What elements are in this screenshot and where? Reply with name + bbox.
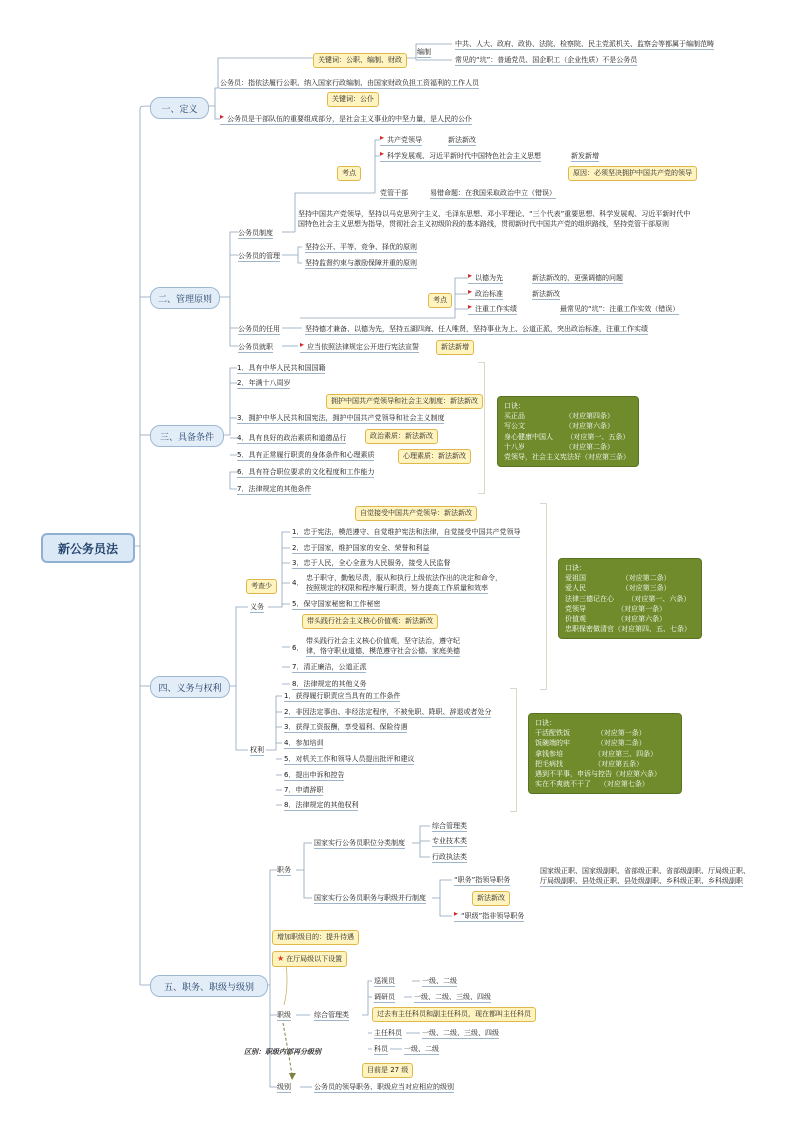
keyword-callout-2: 关键词：公仆 bbox=[327, 92, 379, 107]
duty-3: 3．忠于人民，全心全意为人民服务，接受人民监督 bbox=[292, 559, 451, 567]
parallel-system: 国家实行公务员职务与职级并行制度 bbox=[314, 894, 426, 902]
rank-clerk: 科员 bbox=[374, 1045, 388, 1053]
mnemonic-line: 口诀： bbox=[504, 402, 525, 410]
duty-7: 7．清正廉洁，公道正派 bbox=[292, 663, 367, 671]
mnemonic-line: 法律三德记在心 （对应第一、六条） bbox=[565, 594, 691, 603]
leadership-levels-2: 厅局级副职、县处级正职、县处级副职、乡科级正职、乡科级副职 bbox=[540, 877, 743, 885]
management-node[interactable]: 公务员的管理 bbox=[238, 252, 280, 260]
reason-callout: 原因：必须坚决拥护中国共产党的领导 bbox=[568, 166, 697, 181]
condition-5-tag: 心理素质：新法新改 bbox=[398, 449, 471, 464]
non-leadership-rank: “职级”指非领导职务 bbox=[454, 911, 524, 922]
section-duties-rights[interactable]: 四、义务与权利 bbox=[150, 676, 230, 698]
party-cadre: 党管干部 bbox=[380, 189, 408, 197]
management-principle-1: 坚持公开、平等、竞争、择优的原则 bbox=[305, 243, 417, 251]
mnemonic-line: 口诀： bbox=[565, 564, 586, 572]
rank-principal-clerk: 主任科员 bbox=[374, 1029, 402, 1037]
party-cadre-note: 易错命题：在我国采取政治中立（错误） bbox=[430, 189, 556, 197]
mnemonic-duties bbox=[558, 558, 702, 639]
section-conditions[interactable]: 三、具备条件 bbox=[150, 425, 224, 447]
scientific-outlook-note: 新发新增 bbox=[571, 152, 599, 160]
rank-clerk-levels: 一级、二级 bbox=[404, 1045, 439, 1053]
duty-4-line-1: 忠于职守，勤勉尽责，服从和执行上级依法作出的决定和命令， bbox=[306, 574, 502, 582]
mnemonic-rights bbox=[528, 713, 682, 794]
virtue-first-note: 新法新改的，更强调德的问题 bbox=[532, 274, 623, 282]
mnemonic-line: 遇到不平事，申诉与控告（对应第六条） bbox=[535, 770, 661, 779]
role-text: 公务员是干部队伍的重要组成部分，是社会主义事业的中坚力量，是人民的公仆 bbox=[220, 114, 472, 125]
class-technical: 专业技术类 bbox=[432, 837, 467, 845]
level-count-callout: 目前是 27 级 bbox=[362, 1063, 413, 1078]
mnemonic-line: 爱人民 （对应第三条） bbox=[565, 584, 671, 593]
flag-icon bbox=[300, 343, 304, 350]
condition-4: 4．具有良好的政治素质和道德品行 bbox=[237, 434, 347, 442]
duty-2: 2．忠于国家，维护国家的安全、荣誉和利益 bbox=[292, 544, 430, 552]
flag-icon bbox=[454, 912, 458, 919]
condition-2: 2．年满十八周岁 bbox=[237, 379, 291, 387]
mnemonic-line: 价值观 （对应第六条） bbox=[565, 615, 667, 624]
rights-node[interactable]: 权利 bbox=[250, 746, 264, 754]
condition-3-tag: 拥护中国共产党领导和社会主义制度：新法新改 bbox=[326, 394, 483, 409]
rank-purpose-callout: 增加职级目的：提升待遇 bbox=[272, 930, 359, 945]
mnemonic-line: 忠职保密做清官（对应第四、五、七条） bbox=[565, 625, 691, 634]
rank-researcher-levels: 一级、二级、三级、四级 bbox=[414, 993, 491, 1001]
bracket bbox=[478, 362, 485, 494]
mnemonic-line: 买正品 （对应第四条） bbox=[504, 412, 615, 421]
duties-node[interactable]: 义务 bbox=[250, 603, 264, 611]
appointment-text: 坚持德才兼备、以德为先，坚持五湖四海、任人唯贤，坚持事业为上、公道正派，突出政治标准，注重工作实绩 bbox=[305, 325, 648, 333]
section-principles[interactable]: 二、管理原则 bbox=[150, 287, 220, 309]
right-2: 2．非因法定事由、非经法定程序，不被免职、降职、辞退或者处分 bbox=[284, 708, 492, 716]
duty-5: 5．保守国家秘密和工作秘密 bbox=[292, 600, 381, 608]
kaodian-callout-2: 考点 bbox=[428, 293, 452, 308]
section-positions-ranks[interactable]: 五、职务、职级与级别 bbox=[150, 975, 268, 997]
duty-1-tag: 自觉接受中国共产党领导：新法新改 bbox=[355, 506, 477, 521]
mnemonic-line: 实在不爽就不干了 （对应第七条） bbox=[535, 780, 649, 789]
bracket bbox=[510, 688, 517, 812]
appointment-node[interactable]: 公务员的任用 bbox=[238, 325, 280, 333]
general-management: 综合管理类 bbox=[314, 1011, 349, 1019]
flag-icon bbox=[380, 136, 384, 143]
definition-text: 公务员：指依法履行公职、纳入国家行政编制、由国家财政负担工资福利的工作人员 bbox=[220, 79, 479, 87]
mnemonic-conditions bbox=[497, 396, 639, 467]
right-6: 6．提出申诉和控告 bbox=[284, 771, 345, 779]
rank-node[interactable]: 职级 bbox=[277, 1011, 291, 1019]
rank-principal-clerk-levels: 一级、二级、三级、四级 bbox=[422, 1029, 499, 1037]
management-principle-2: 坚持监督约束与激励保障并重的原则 bbox=[305, 259, 417, 267]
less-tested-callout: 考查少 bbox=[246, 579, 277, 594]
work-results: 注重工作实绩 bbox=[468, 304, 517, 315]
classification-system: 国家实行公务员职位分类制度 bbox=[314, 839, 405, 847]
below-bureau-callout: ★ 在厅局级以下设置 bbox=[272, 951, 347, 967]
duty-4-line-2: 按照规定的权限和程序履行职责，努力提高工作质量和效率 bbox=[306, 584, 488, 592]
mnemonic-line: 党领导 （对应第一条） bbox=[565, 604, 667, 613]
leadership-position: “职务”指领导职务 bbox=[454, 876, 511, 884]
right-5: 5．对机关工作和领导人员提出批评和建议 bbox=[284, 755, 415, 763]
grade-text: 公务员的领导职务、职级应当对应相应的级别 bbox=[314, 1083, 454, 1091]
flag-icon bbox=[468, 305, 472, 312]
duty-8: 8．法律规定的其他义务 bbox=[292, 680, 367, 688]
virtue-first: 以德为先 bbox=[468, 273, 503, 284]
condition-3: 3．拥护中华人民共和国宪法，拥护中国共产党领导和社会主义制度 bbox=[237, 414, 445, 422]
political-standard-note: 新法新改 bbox=[532, 290, 560, 298]
rank-inspector: 巡视员 bbox=[374, 977, 395, 985]
mnemonic-line: 口诀： bbox=[535, 719, 556, 727]
party-leadership-note: 新法新改 bbox=[448, 136, 476, 144]
leadership-levels-1: 国家级正职、国家级副职、省部级正职、省部级副职、厅局级正职、 bbox=[540, 867, 750, 875]
bianzhi-node[interactable]: 编制 bbox=[417, 48, 431, 56]
mnemonic-line: 身心健康中国人 （对应第一、五条） bbox=[504, 432, 630, 441]
section-definition[interactable]: 一、定义 bbox=[150, 97, 209, 119]
system-node[interactable]: 公务员制度 bbox=[238, 229, 273, 237]
bracket bbox=[540, 503, 547, 690]
kaodian-callout: 考点 bbox=[337, 166, 361, 181]
root-node[interactable]: 新公务员法 bbox=[41, 533, 135, 563]
condition-6: 6．具有符合职位要求的文化程度和工作能力 bbox=[237, 468, 375, 476]
mnemonic-line: 把毛病找 （对应第五条） bbox=[535, 759, 644, 768]
mnemonic-line: 干活配铁饭 （对应第一条） bbox=[535, 729, 646, 738]
condition-7: 7．法律规定的其他条件 bbox=[237, 485, 312, 493]
flag-icon bbox=[468, 274, 472, 281]
right-3: 3．获得工资报酬，享受福利、保险待遇 bbox=[284, 723, 408, 731]
right-1: 1．获得履行职责应当具有的工作条件 bbox=[284, 692, 401, 700]
mnemonic-line: 饭碗端的牢 （对应第二条） bbox=[535, 739, 646, 748]
party-leadership: 共产党领导 bbox=[380, 135, 422, 146]
bianzhi-scope: 中共、人大、政府、政协、法院、检察院、民主党派机关、监察会等都属于编制范畴 bbox=[455, 40, 714, 48]
class-enforcement: 行政执法类 bbox=[432, 853, 467, 861]
clerk-rename-callout: 过去有主任科员和副主任科员，现在都叫主任科员 bbox=[372, 1007, 536, 1022]
mnemonic-line: 爱祖国 （对应第二条） bbox=[565, 574, 671, 583]
duty-1: 1．忠于宪法，模范遵守、自觉维护宪法和法律，自觉接受中国共产党领导 bbox=[292, 528, 521, 536]
keyword-callout: 关键词：公职、编制、财政 bbox=[313, 53, 407, 68]
condition-4-tag: 政治素质：新法新改 bbox=[365, 429, 438, 444]
duty-6-number: 6． bbox=[292, 644, 304, 652]
rank-inspector-levels: 一级、二级 bbox=[422, 977, 457, 985]
new-law-tag: 新法新改 bbox=[472, 891, 510, 906]
scientific-outlook: 科学发展观、习近平新时代中国特色社会主义思想 bbox=[380, 151, 541, 162]
mnemonic-line: 党领导，社会主义宪法好（对应第三条） bbox=[504, 453, 630, 462]
flag-icon bbox=[468, 290, 472, 297]
duty-6-line-2: 律，恪守职业道德，模范遵守社会公德、家庭美德 bbox=[306, 647, 460, 655]
inauguration-node[interactable]: 公务员就职 bbox=[238, 343, 273, 351]
duty-4-number: 4． bbox=[292, 579, 304, 587]
mnemonic-line: 写公文 （对应第六条） bbox=[504, 422, 615, 431]
mnemonic-line: 拿钱参培 （对应第三、四条） bbox=[535, 749, 658, 758]
right-4: 4．参加培训 bbox=[284, 739, 324, 747]
flag-icon bbox=[380, 152, 384, 159]
duty-6-line-1: 带头践行社会主义核心价值观，坚守法治，遵守纪 bbox=[306, 637, 460, 645]
new-law-tag: 新法新增 bbox=[436, 340, 474, 355]
flag-icon bbox=[220, 115, 224, 122]
right-8: 8．法律规定的其他权利 bbox=[284, 801, 359, 809]
grade-node[interactable]: 级别 bbox=[277, 1083, 291, 1091]
position-node[interactable]: 职务 bbox=[277, 866, 291, 874]
difference-label: 区别：职级内部再分级别 bbox=[244, 1048, 321, 1056]
bianzhi-pitfall: 常见的“坑”：普通党员、国企职工（企业性质）不是公务员 bbox=[455, 56, 638, 64]
star-icon: ★ bbox=[277, 954, 285, 963]
mnemonic-line: 十八岁 （对应第二条） bbox=[504, 442, 615, 451]
political-standard: 政治标准 bbox=[468, 289, 503, 300]
system-text: 坚持中国共产党领导，坚持以马克思列宁主义、毛泽东思想、邓小平理论、“三个代表”重要思想、科学发展观、习近平新时代中国特色社会主义思想为指导，贯彻社会主义初级阶段的基本路线，贯彻新时代中国共产党的组织路线，坚持党管干部原则 bbox=[298, 210, 691, 228]
class-general: 综合管理类 bbox=[432, 822, 467, 830]
duty-6-tag: 带头践行社会主义核心价值观：新法新改 bbox=[302, 614, 438, 629]
condition-5: 5．具有正常履行职责的身体条件和心理素质 bbox=[237, 451, 375, 459]
condition-1: 1．具有中华人民共和国国籍 bbox=[237, 364, 326, 372]
inauguration-text: 应当依照法律规定公开进行宪法宣誓 bbox=[300, 342, 419, 353]
rank-researcher: 调研员 bbox=[374, 993, 395, 1001]
work-results-note: 最常见的“坑”：注重工作实效（错误） bbox=[560, 305, 680, 313]
right-7: 7．申请辞职 bbox=[284, 786, 324, 794]
